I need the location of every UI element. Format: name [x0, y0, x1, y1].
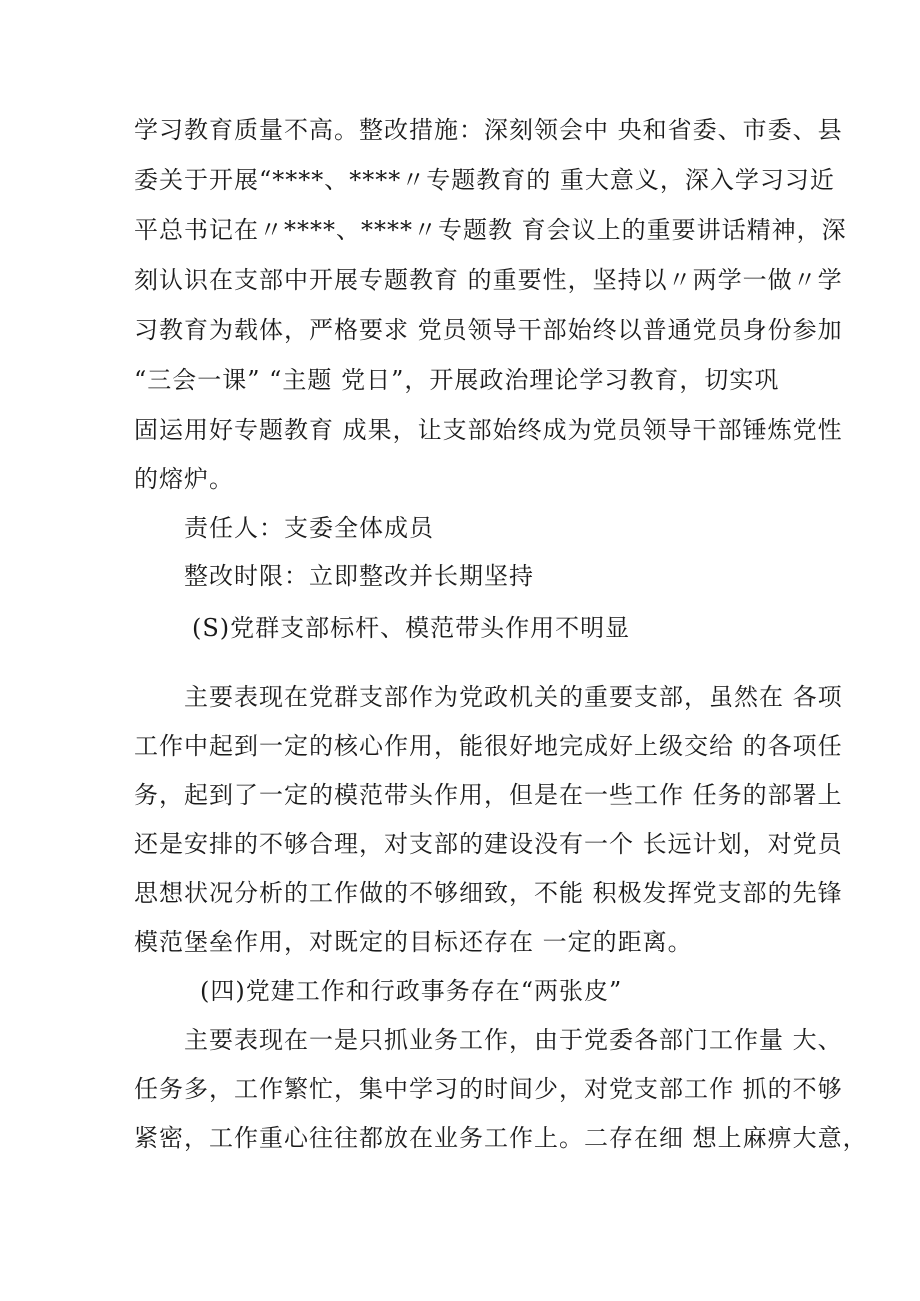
paragraph-line: 主要表现在一是只抓业务工作，由于党委各部门工作量 大、	[184, 1026, 843, 1054]
paragraph-line: 思想状况分析的工作做的不够细致，不能 积极发挥党支部的先锋	[134, 879, 843, 907]
paragraph-line: 工作中起到一定的核心作用，能很好地完成好上级交给 的各项任	[134, 732, 843, 760]
section-heading: (S)党群支部标杆、模范带头作用不明显	[192, 614, 631, 642]
paragraph-line: 平总书记在〃****、****〃专题教 育会议上的重要讲话精神，深	[134, 216, 847, 244]
paragraph-line: 学习教育质量不高。整改措施：深刻领会中 央和省委、市委、县	[134, 116, 843, 144]
paragraph-line: 委关于开展“****、****〃专题教育的 重大意义，深入学习习近	[134, 166, 835, 194]
paragraph-line: 还是安排的不够合理，对支部的建设没有一个 长远计划，对党员	[134, 830, 843, 858]
paragraph-line: “三会一课” “主题 党日”，开展政治理论学习教育，切实巩	[134, 366, 780, 394]
paragraph-line: 模范堡垒作用，对既定的目标还存在 一定的距离。	[134, 928, 693, 956]
paragraph-line: 务，起到了一定的模范带头作用，但是在一些工作 任务的部署上	[134, 781, 843, 809]
paragraph-line: 固运用好专题教育 成果，让支部始终成为党员领导干部锤炼党性	[134, 416, 843, 444]
paragraph-line: 习教育为载体，严格要求 党员领导干部始终以普通党员身份参加	[134, 316, 843, 344]
paragraph-line: 紧密，工作重心往往都放在业务工作上。二存在细 想上麻痹大意，	[134, 1124, 868, 1152]
paragraph-line: 的熔炉。	[134, 465, 234, 493]
paragraph-line: 任务多，工作繁忙，集中学习的时间少，对党支部工作 抓的不够	[134, 1075, 843, 1103]
rectification-deadline: 整改时限：立即整改并长期坚持	[184, 562, 534, 590]
paragraph-line: 主要表现在党群支部作为党政机关的重要支部，虽然在 各项	[184, 683, 843, 711]
paragraph-line: 刻认识在支部中开展专题教育 的重要性，坚持以〃两学一做〃学	[134, 266, 843, 294]
responsible-person: 责任人：支委全体成员	[184, 514, 434, 542]
section-heading: (四)党建工作和行政事务存在“两张皮”	[200, 977, 623, 1005]
